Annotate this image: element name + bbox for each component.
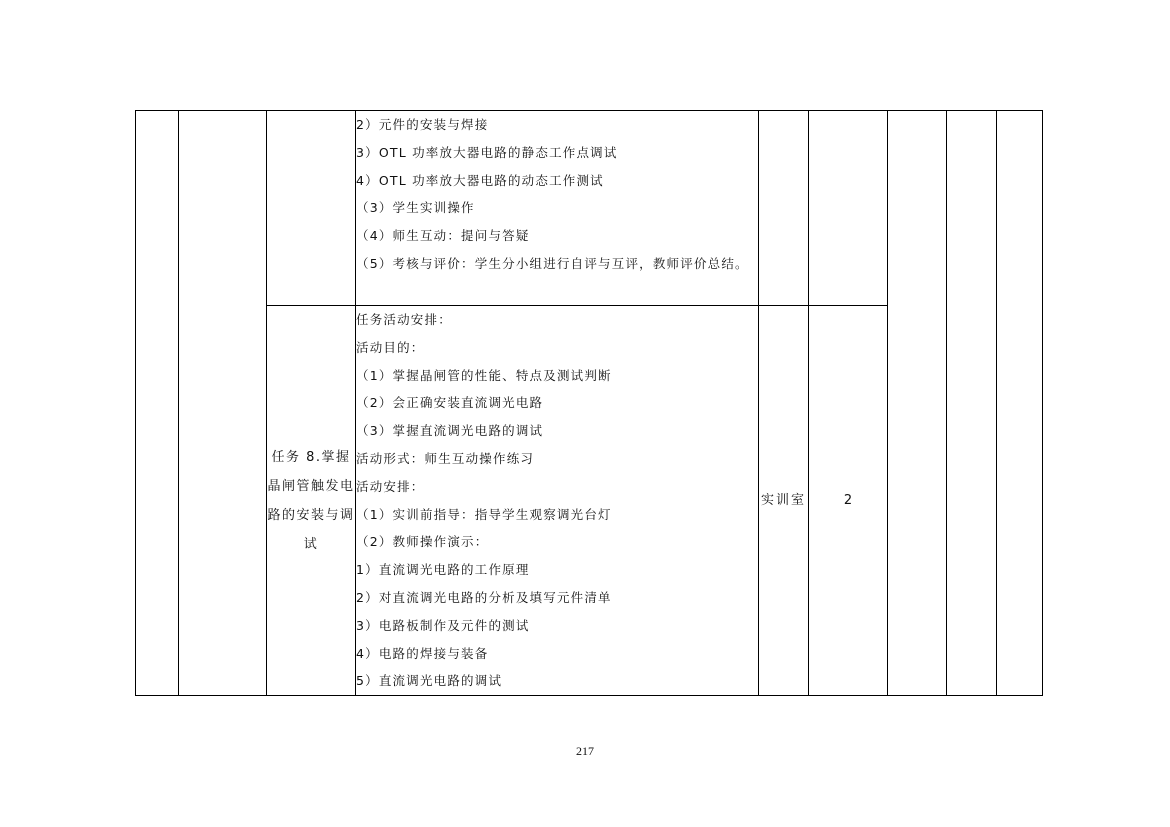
- page-number: 217: [576, 744, 594, 758]
- content-line: 活动安排：: [356, 478, 425, 494]
- content-line: 活动形式：师生互动操作练习: [356, 450, 535, 466]
- content-line: 1）直流调光电路的工作原理: [356, 562, 530, 578]
- table-row: [136, 111, 1043, 306]
- content-line: 4）OTL 功率放大器电路的动态工作测试: [356, 172, 604, 188]
- content-line: 2）对直流调光电路的分析及填写元件清单: [356, 589, 612, 605]
- content-line: （2）会正确安装直流调光电路: [356, 395, 544, 411]
- empty-cell: [947, 111, 997, 696]
- content-line: （3）掌握直流调光电路的调试: [356, 423, 544, 439]
- content-cell: [356, 111, 759, 306]
- content-line: 活动目的：: [356, 339, 425, 355]
- empty-cell: [997, 111, 1043, 696]
- hours-cell: 2: [809, 306, 888, 696]
- content-line: （4）师生互动：提问与答疑: [356, 228, 530, 244]
- task-cell: 任务 8.掌握晶闸管触发电路的安装与调试: [267, 306, 356, 696]
- content-line: （1）实训前指导：指导学生观察调光台灯: [356, 506, 612, 522]
- content-line: （1）掌握晶闸管的性能、特点及测试判断: [356, 367, 612, 383]
- content-line: 3）电路板制作及元件的测试: [356, 617, 530, 633]
- content-cell: [356, 306, 759, 696]
- task-cell: [267, 111, 356, 306]
- hours-cell: [809, 111, 888, 306]
- content-line: 任务活动安排：: [356, 312, 452, 327]
- content-line: （2）教师操作演示：: [356, 534, 489, 550]
- content-line: （3）学生实训操作: [356, 200, 475, 216]
- content-line: 5）直流调光电路的调试: [356, 673, 503, 689]
- content-line: 2）元件的安装与焊接: [356, 117, 489, 132]
- venue-cell: [759, 111, 809, 306]
- empty-cell: [136, 111, 179, 696]
- content-line: 3）OTL 功率放大器电路的静态工作点调试: [356, 144, 618, 160]
- lesson-plan-table: [135, 110, 1043, 696]
- empty-cell: [179, 111, 267, 696]
- content-line: （5）考核与评价：学生分小组进行自评与互评，教师评价总结。: [356, 255, 749, 271]
- venue-cell: 实训室: [759, 306, 809, 696]
- empty-cell: [888, 111, 947, 696]
- content-line: 4）电路的焊接与装备: [356, 645, 489, 661]
